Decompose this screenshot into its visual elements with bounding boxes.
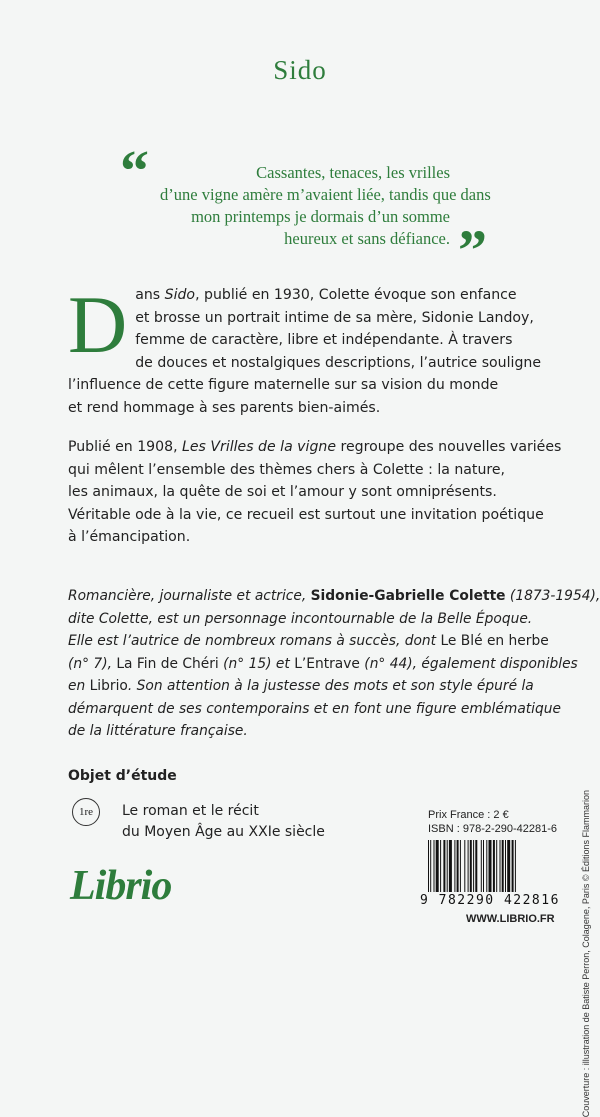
quote-line: d’une vigne amère m’avaient liée, tandis que dans [160, 185, 491, 204]
text-line: qui mêlent l’ensemble des thèmes chers à Colette : la nature, [68, 461, 506, 478]
study-line: du Moyen Âge au XXIe siècle [122, 824, 325, 840]
price-label: Prix France : 2 € [428, 809, 509, 821]
text-line: à l’émancipation. [68, 529, 191, 545]
objet-etude-heading: Objet d’étude [68, 768, 177, 784]
summary-vrilles [68, 436, 562, 549]
quote-line: mon printemps je dormais d’un somme [191, 207, 450, 226]
epigraph-quote [160, 162, 491, 250]
bio-line: démarquent de ses contemporains et en font une figure emblématique [68, 700, 562, 717]
study-topic [122, 801, 325, 843]
quote-line: Cassantes, tenaces, les vrilles [256, 163, 450, 182]
grade-badge: 1re [72, 798, 100, 826]
summary-sido [68, 279, 546, 419]
website-label: WWW.LIBRIO.FR [466, 913, 555, 925]
text-line: et brosse un portrait intime de sa mère, Sidonie Landoy, [135, 309, 534, 326]
bio-line: en Librio. Son attention à la justesse des mots et son style épuré la [68, 678, 534, 694]
text-line: de douces et nostalgiques descriptions, l’autrice souligne [135, 354, 541, 371]
book-title: Sido [273, 55, 327, 85]
text-line: l’influence de cette figure maternelle sur sa vision du monde [68, 377, 499, 393]
bio-line: Romancière, journaliste et actrice, Sidonie-Gabrielle Colette (1873-1954), [68, 588, 600, 604]
drop-cap: D [68, 279, 128, 370]
barcode-digits: 9 782290 422816 [420, 893, 560, 908]
bio-line: de la littérature française. [68, 723, 248, 739]
bio-line: dite Colette, est un personnage incontournable de la Belle Époque. [68, 610, 533, 627]
text-line: et rend hommage à ses parents bien-aimés. [68, 399, 381, 416]
text-line: femme de caractère, libre et indépendante. À travers [135, 332, 513, 348]
text-line: Véritable ode à la vie, ce recueil est surtout une invitation poétique [68, 506, 544, 523]
isbn-label: ISBN : 978-2-290-42281-6 [428, 823, 558, 835]
librio-logo: Librio [70, 863, 172, 909]
author-bio [68, 585, 600, 743]
text-line: ans Sido, publié en 1930, Colette évoque son enfance [135, 287, 517, 303]
text-line: Publié en 1908, Les Vrilles de la vigne regroupe des nouvelles variées [68, 439, 562, 455]
study-line: Le roman et le récit [122, 803, 259, 819]
quote-line: heureux et sans défiance. [284, 229, 450, 248]
bio-line: (n° 7), La Fin de Chéri (n° 15) et L’Entrave (n° 44), également disponibles [68, 655, 578, 672]
close-quote-mark-icon: ” [458, 218, 487, 283]
open-quote-mark-icon: “ [120, 138, 149, 203]
barcode-icon [426, 840, 560, 892]
text-line: les animaux, la quête de soi et l’amour y sont omniprésents. [68, 484, 497, 500]
bio-line: Elle est l’autrice de nombreux romans à succès, dont Le Blé en herbe [68, 633, 549, 649]
